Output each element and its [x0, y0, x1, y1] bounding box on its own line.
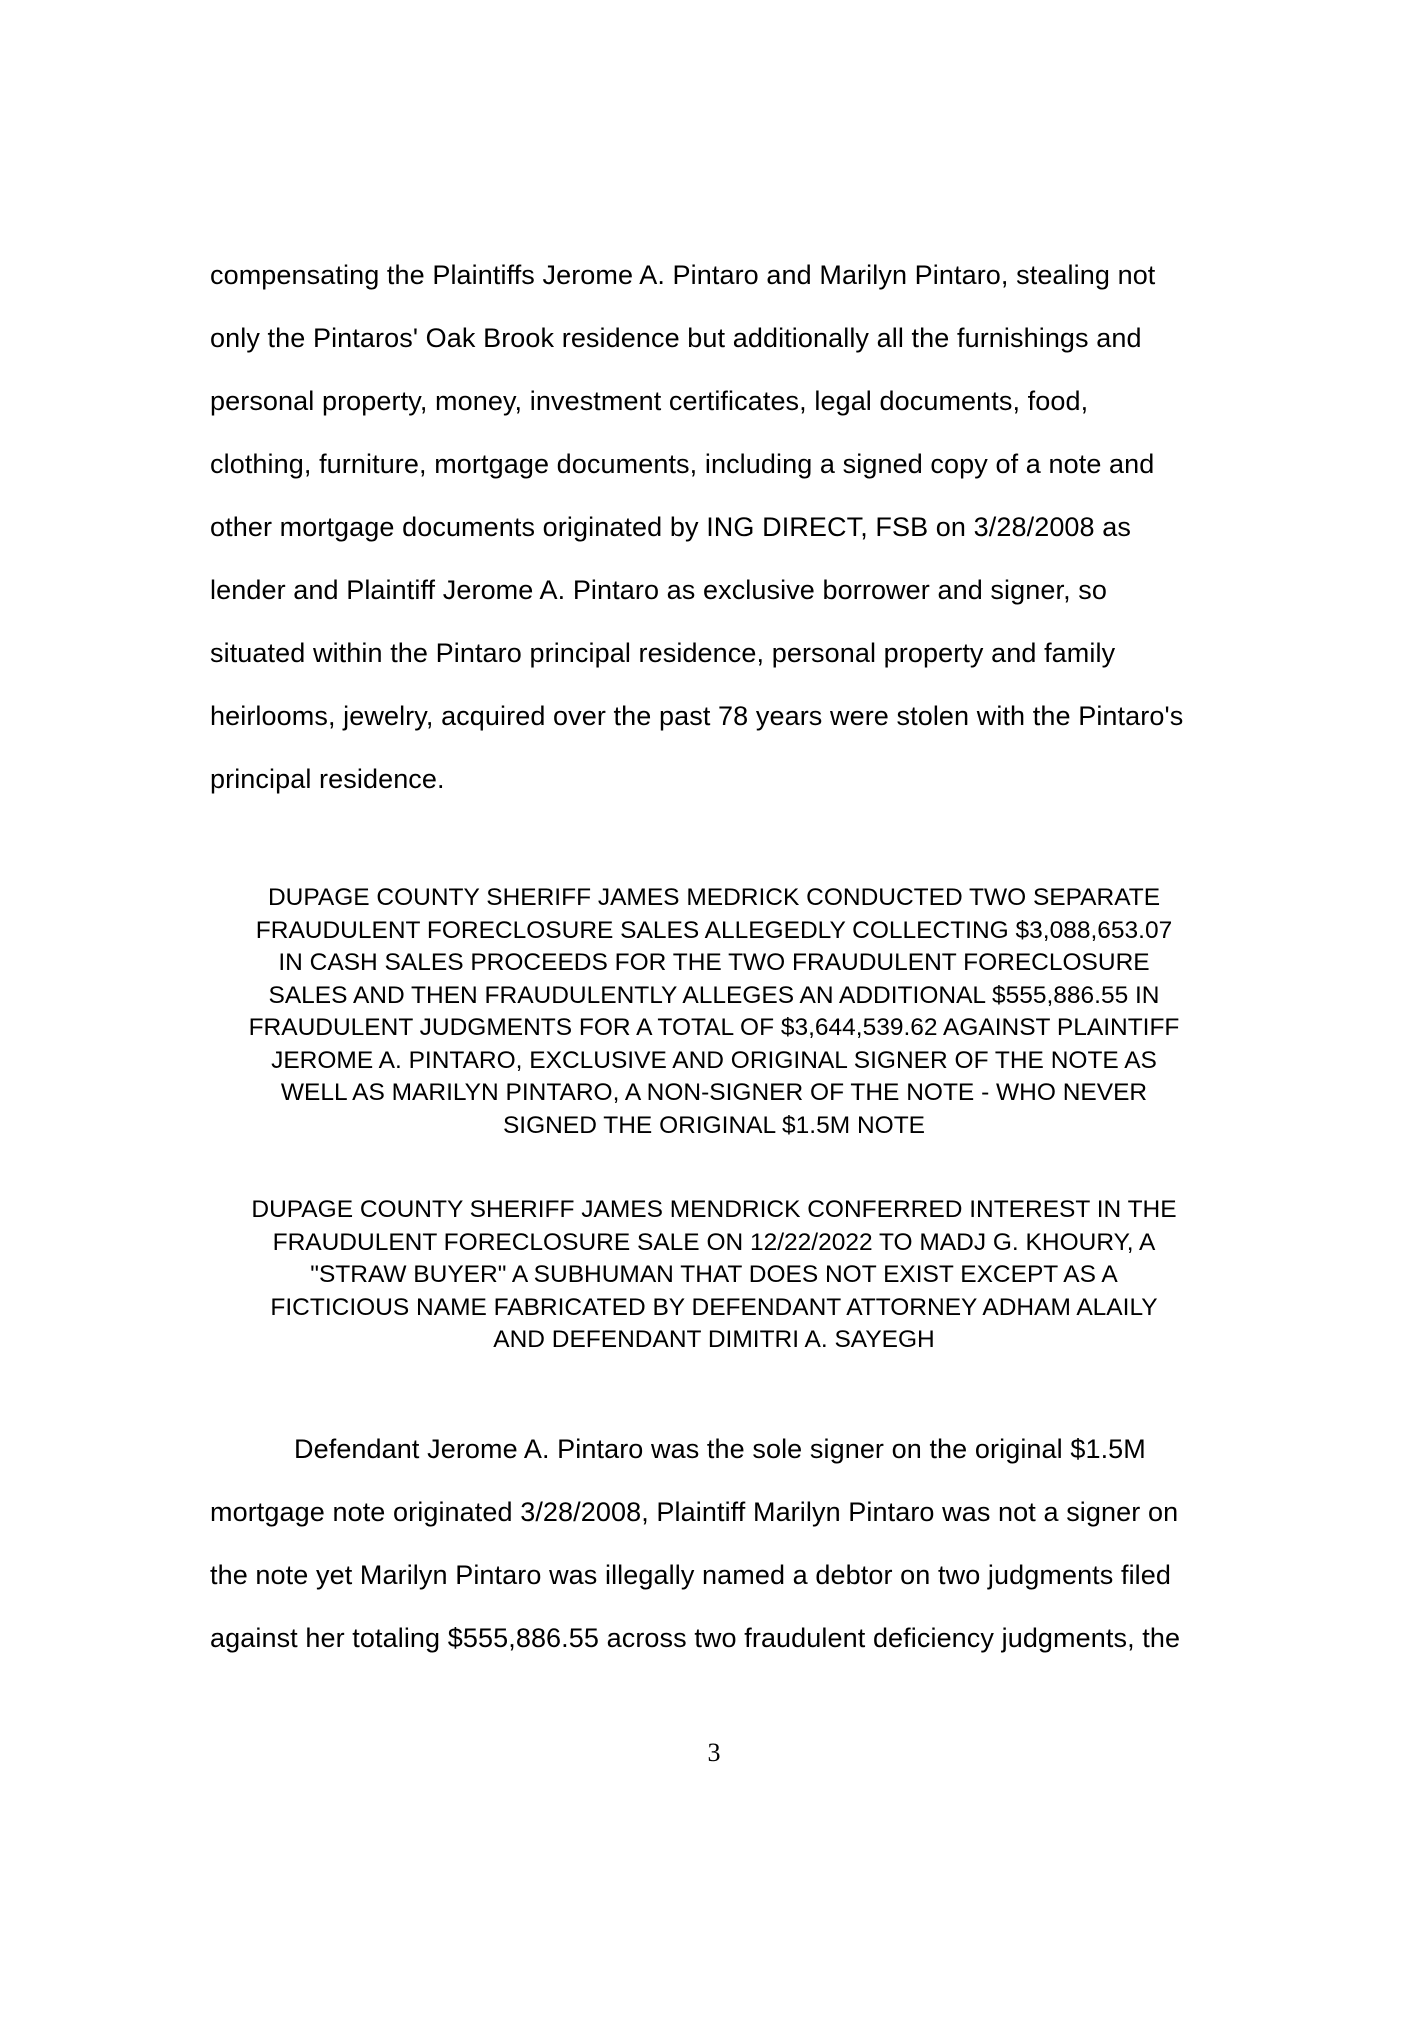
text-line: mortgage note originated 3/28/2008, Plaintiff Marilyn Pintaro was not a signer on: [210, 1497, 1179, 1527]
heading-line: "STRAW BUYER" A SUBHUMAN THAT DOES NOT EXIST EXCEPT AS A: [310, 1261, 1118, 1288]
heading-line: WELL AS MARILYN PINTARO, A NON-SIGNER OF THE NOTE - WHO NEVER: [280, 1079, 1148, 1106]
text-line: personal property, money, investment certificates, legal documents, food,: [210, 386, 1089, 416]
body-paragraph-1: [210, 244, 1230, 811]
text-line: clothing, furniture, mortgage documents, including a signed copy of a note and: [210, 449, 1155, 479]
text-line: compensating the Plaintiffs Jerome A. Pintaro and Marilyn Pintaro, stealing not: [210, 260, 1156, 290]
heading-line: SIGNED THE ORIGINAL $1.5M NOTE: [502, 1111, 926, 1139]
text-line: principal residence.: [210, 764, 445, 794]
text-line: situated within the Pintaro principal residence, personal property and family: [210, 638, 1116, 668]
heading-line: AND DEFENDANT DIMITRI A. SAYEGH: [493, 1326, 935, 1353]
page-number: 3: [707, 1738, 721, 1767]
text-line: lender and Plaintiff Jerome A. Pintaro as exclusive borrower and signer, so: [210, 575, 1107, 605]
heading-line: FRAUDULENT JUDGMENTS FOR A TOTAL OF $3,644,539.62 AGAINST PLAINTIFF: [248, 1014, 1180, 1041]
text-line: Defendant Jerome A. Pintaro was the sole signer on the original $1.5M: [294, 1434, 1146, 1464]
text-line: the note yet Marilyn Pintaro was illegally named a debtor on two judgments filed: [210, 1560, 1172, 1590]
heading-line: SALES AND THEN FRAUDULENTLY ALLEGES AN ADDITIONAL $555,886.55 IN: [268, 981, 1160, 1009]
heading-line: JEROME A. PINTARO, EXCLUSIVE AND ORIGINAL SIGNER OF THE NOTE AS: [271, 1046, 1157, 1074]
text-line: against her totaling $555,886.55 across two fraudulent deficiency judgments, the: [210, 1623, 1181, 1653]
heading-line: DUPAGE COUNTY SHERIFF JAMES MEDRICK CONDUCTED TWO SEPARATE: [267, 884, 1161, 911]
text-line: heirlooms, jewelry, acquired over the past 78 years were stolen with the Pintaro's: [210, 701, 1184, 731]
heading-line: FRAUDULENT FORECLOSURE SALES ALLEGEDLY COLLECTING $3,088,653.07: [255, 916, 1173, 944]
section-heading-2: [140, 1194, 1288, 1357]
text-line: only the Pintaros' Oak Brook residence but additionally all the furnishings and: [210, 323, 1142, 353]
body-paragraph-2: [210, 1418, 1230, 1670]
heading-line: DUPAGE COUNTY SHERIFF JAMES MENDRICK CONFERRED INTEREST IN THE: [251, 1196, 1177, 1223]
heading-line: IN CASH SALES PROCEEDS FOR THE TWO FRAUDULENT FORECLOSURE: [278, 949, 1150, 976]
text-line: other mortgage documents originated by ING DIRECT, FSB on 3/28/2008 as: [210, 512, 1131, 542]
heading-line: FICTICIOUS NAME FABRICATED BY DEFENDANT ATTORNEY ADHAM ALAILY: [270, 1293, 1158, 1321]
section-heading-1: [140, 882, 1288, 1142]
heading-line: FRAUDULENT FORECLOSURE SALE ON 12/22/2022 TO MADJ G. KHOURY, A: [272, 1228, 1156, 1256]
